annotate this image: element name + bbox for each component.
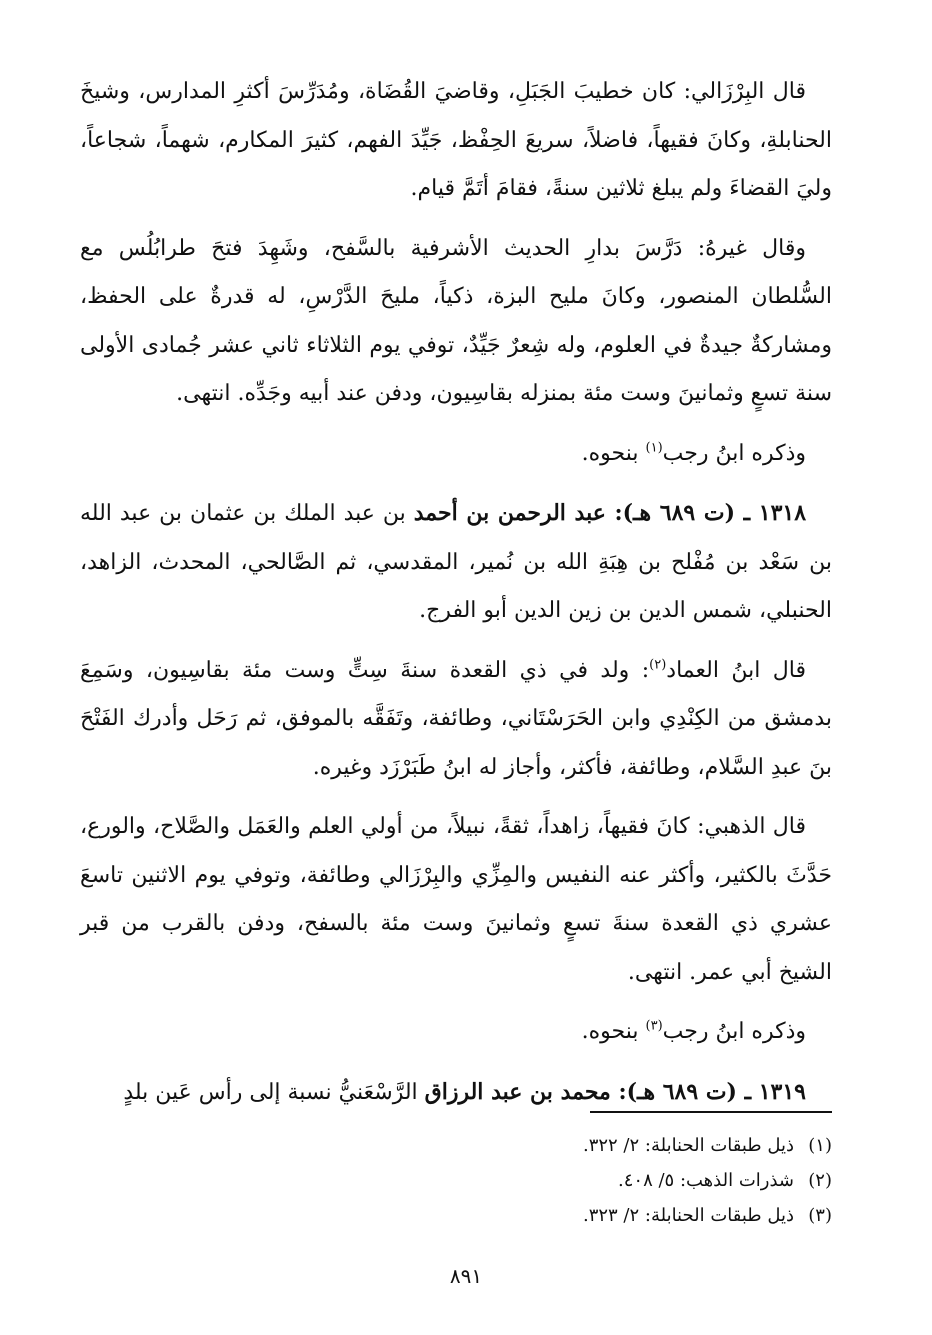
footnotes bbox=[232, 1128, 832, 1233]
footnote-text: شذرات الذهب: ٥/ ٤٠٨. bbox=[618, 1170, 794, 1191]
paragraph-birzali bbox=[80, 68, 832, 214]
entry-1318 bbox=[80, 489, 832, 636]
entry-1319 bbox=[80, 1068, 832, 1118]
entry-text: بن عبد الملك بن عثمان بن عبد الله بن سَعْد بن مُفْلح بن هِبَةِ الله بن نُمير، المقدسي، ثم الصَّالحي، المحدث، الزاهد، الحنبلي، شمس الدين بن زين الدين أبو الفرج. bbox=[80, 501, 832, 623]
footnote-1 bbox=[232, 1128, 832, 1163]
paragraph-text: قال الذهبي: كانَ فقيهاً، زاهداً، ثقةً، نبيلاً، من أولي العلم والعَمَل والصَّلاح، والورع، حَدَّثَ بالكثير، وأكثر عنه النفيس والمِزِّي والبِرْزَالي وطائفة، وتوفي يوم الاثنين تاسعَ عشري ذي القعدة سنةَ تسعٍ وثمانينَ وست مئة بالسفح، ودفن بالقرب من قبر الشيخ أبي عمر. انتهى. bbox=[80, 814, 833, 985]
paragraph-text-after: بنحوه. bbox=[581, 440, 646, 466]
paragraph-dhahabi bbox=[80, 803, 832, 997]
footnote-ref-1: (١) bbox=[645, 440, 663, 456]
paragraph-text: وذكره ابنُ رجب bbox=[662, 440, 806, 466]
entry-text: الرَّسْعَنيُّ نسبة إلى رأس عَين بلدٍ bbox=[123, 1079, 425, 1105]
paragraph-text-after: بنحوه. bbox=[581, 1019, 646, 1044]
page-number: ٨٩١ bbox=[449, 1264, 483, 1288]
entry-number: ١٣١٩ ـ bbox=[736, 1078, 806, 1105]
footnote-ref-2: (٢) bbox=[649, 657, 667, 673]
footnote-number: (٢) bbox=[808, 1170, 832, 1191]
paragraph-ibn-al-imad bbox=[80, 647, 832, 793]
entry-number: ١٣١٨ ـ bbox=[735, 500, 807, 526]
entry-heading: (ت ٦٨٩ هـ): عبد الرحمن بن أحمد bbox=[413, 500, 735, 526]
footnote-number: (١) bbox=[808, 1135, 832, 1156]
paragraph-text: قال ابنُ العماد bbox=[666, 657, 806, 683]
footnote-3 bbox=[232, 1198, 832, 1233]
paragraph-text-after: : ولد في ذي القعدة سنةَ سِتٍّ وست مئة بقاسِيون، وسَمِعَ بدمشق من الكِنْدِي وابن الحَرَسْتَاني، وطائفة، وتَفَقَّه بالموفق، ثم رَحَل وأدرك الفَتْحَ بنَ عبدِ السَّلام، وطائفة، فأكثر، وأجاز له ابنُ طَبَرْزَد وغيره. bbox=[80, 657, 832, 780]
footnote-text: ذيل طبقات الحنابلة: ٢/ ٣٢٣. bbox=[582, 1205, 794, 1226]
footnote-number: (٣) bbox=[808, 1205, 832, 1226]
footnote-2 bbox=[232, 1163, 832, 1198]
main-text bbox=[80, 68, 832, 1128]
paragraph-ibn-rajab-2 bbox=[80, 1008, 832, 1057]
paragraph-text: قال البِرْزَالي: كان خطيبَ الجَبَلِ، وقاضيَ القُضَاة، ومُدَرِّسَ أكثرِ المدارس، وشيخَ الحنابلةِ، وكانَ فقيهاً، فاضلاً، سريعَ الحِفْظ، جَيِّدَ الفهم، كثيرَ المكارم، شهماً، شجاعاً، وليَ القضاءَ ولم يبلغ ثلاثين سنةً، فقامَ أتَمَّ قيام. bbox=[80, 79, 832, 201]
entry-heading: (ت ٦٨٩ هـ): محمد بن عبد الرزاق bbox=[424, 1078, 737, 1105]
footnote-ref-3: (٣) bbox=[645, 1018, 663, 1034]
paragraph-ibn-rajab-1 bbox=[80, 430, 832, 479]
paragraph-others bbox=[80, 225, 832, 419]
paragraph-text: وذكره ابنُ رجب bbox=[662, 1019, 806, 1044]
footnote-divider bbox=[590, 1111, 832, 1113]
paragraph-text: وقال غيرهُ: دَرَّسَ بدارِ الحديث الأشرفية بالسَّفح، وشَهِدَ فتحَ طرابُلُس مع السُّلطان المنصور، وكانَ مليح البزة، ذكياً، مليحَ الدَّرْسِ، له قدرةٌ على الحفظ، ومشاركةٌ جيدةٌ في العلوم، وله شِعرٌ جَيِّدٌ، توفي يوم الثلاثاء ثاني عشر جُمادى الأولى سنة تسعٍ وثمانينَ وست مئة بمنزله بقاسِيون، ودفن عند أبيه وجَدِّه. انتهى. bbox=[80, 235, 832, 406]
footnote-text: ذيل طبقات الحنابلة: ٢/ ٣٢٢. bbox=[582, 1135, 794, 1156]
